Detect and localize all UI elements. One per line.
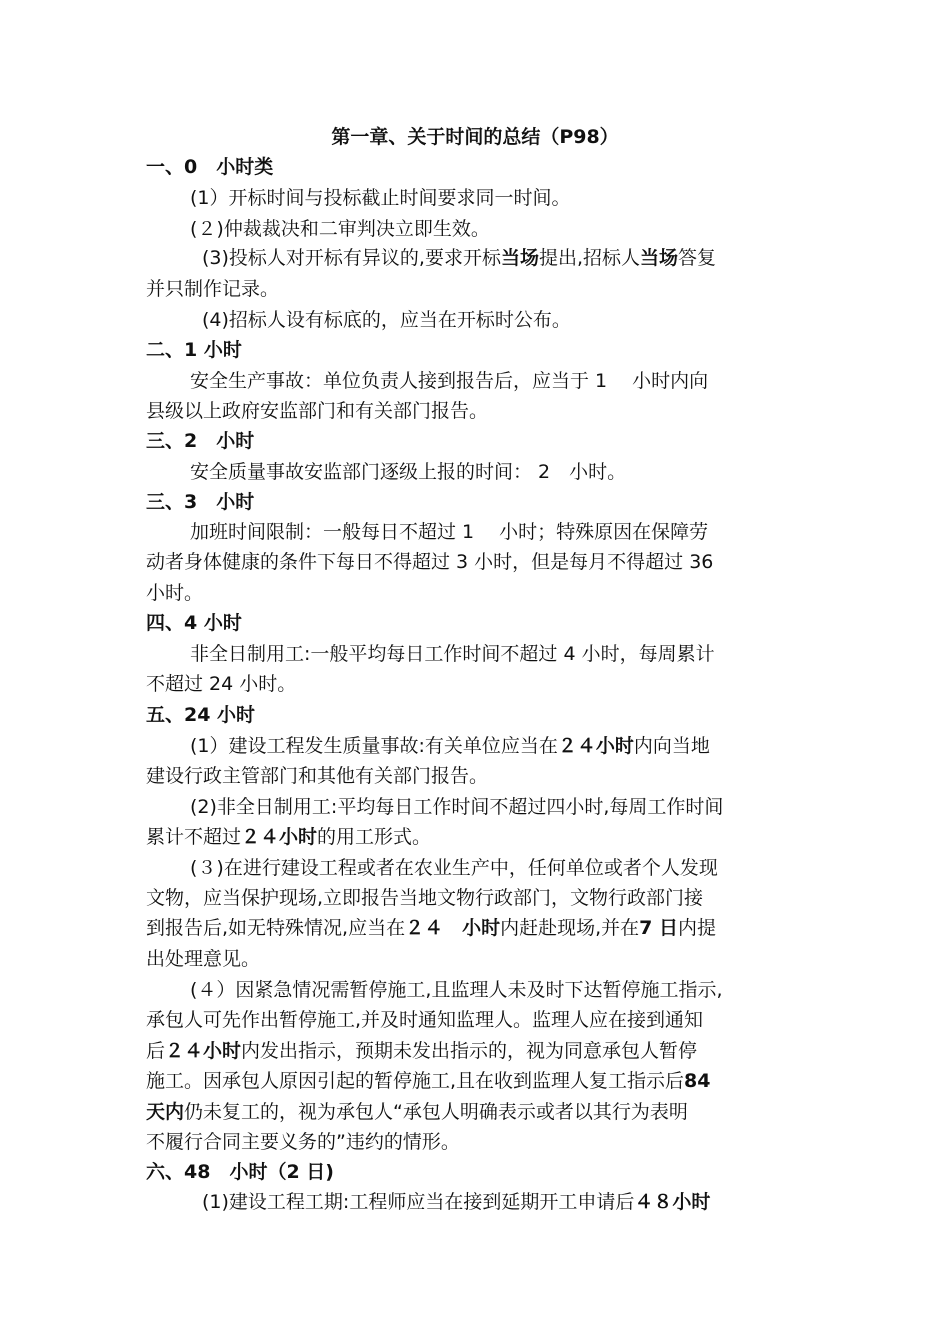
emphasis-text: 当场: [500, 247, 539, 269]
paragraph-line: 县级以上政府安监部门和有关部门报告。: [146, 400, 489, 422]
page-title: 第一章、关于时间的总结（P98）: [331, 126, 619, 148]
paragraph-line: 安全生产事故：单位负责人接到报告后，应当于 1 小时内向: [190, 370, 709, 392]
section-heading-0: 一、0 小时类: [146, 156, 274, 178]
paragraph-line: 安全质量事故安监部门逐级上报的时间： 2 小时。: [190, 461, 627, 483]
section-heading-5: 五、24 小时: [146, 704, 256, 726]
paragraph-line: (２)仲裁裁决和二审判决立即生效。: [190, 218, 490, 240]
paragraph-line: (1）建设工程发生质量事故:有关单位应当在２４小时内向当地: [190, 735, 710, 757]
paragraph-line: (４）因紧急情况需暂停施工,且监理人未及时下达暂停施工指示,: [190, 979, 723, 1001]
emphasis-text: ２４ 小时: [405, 917, 501, 939]
emphasis-text: ２４小时: [557, 735, 634, 757]
paragraph-line: 加班时间限制：一般每日不超过 1 小时；特殊原因在保障劳: [190, 521, 709, 543]
paragraph-line: (1）开标时间与投标截止时间要求同一时间。: [190, 187, 571, 209]
paragraph-line: 承包人可先作出暂停施工,并及时通知监理人。监理人应在接到通知: [146, 1009, 704, 1031]
paragraph-line: 文物，应当保护现场,立即报告当地文物行政部门，文物行政部门接: [146, 887, 704, 909]
paragraph-line: 动者身体健康的条件下每日不得超过 3 小时，但是每月不得超过 36: [146, 551, 714, 573]
emphasis-text: ２４小时: [165, 1040, 242, 1062]
paragraph-line: 累计不超过２４小时的用工形式。: [146, 826, 432, 848]
emphasis-text: ２４小时: [241, 826, 318, 848]
paragraph-line: 小时。: [146, 582, 204, 604]
section-heading-3: 三、3 小时: [146, 491, 255, 513]
paragraph-line: 并只制作记录。: [146, 278, 280, 300]
paragraph-line: 不超过 24 小时。: [146, 673, 297, 695]
paragraph-line: 施工。因承包人原因引起的暂停施工,且在收到监理人复工指示后84: [146, 1070, 711, 1092]
paragraph-line: (4)招标人设有标底的，应当在开标时公布。: [202, 309, 571, 331]
paragraph-line: 建设行政主管部门和其他有关部门报告。: [146, 765, 489, 787]
section-heading-2: 三、2 小时: [146, 430, 255, 452]
paragraph-line: 出处理意见。: [146, 948, 261, 970]
emphasis-text: 84: [684, 1070, 711, 1092]
paragraph-line: 不履行合同主要义务的”违约的情形。: [146, 1131, 460, 1153]
paragraph-line: (2)非全日制用工:平均每日工作时间不超过四小时,每周工作时间: [190, 796, 724, 818]
emphasis-text: 天内: [146, 1101, 185, 1123]
paragraph-line: 天内仍未复工的，视为承包人“承包人明确表示或者以其行为表明: [146, 1101, 688, 1123]
paragraph-line: 非全日制用工:一般平均每日工作时间不超过 4 小时，每周累计: [190, 643, 715, 665]
section-heading-1: 二、1 小时: [146, 339, 242, 361]
emphasis-text: 当场: [640, 247, 679, 269]
paragraph-line: (1)建设工程工期:工程师应当在接到延期开工申请后４８小时: [202, 1191, 711, 1213]
section-heading-4: 四、4 小时: [146, 612, 242, 634]
paragraph-line: 后２４小时内发出指示，预期未发出指示的，视为同意承包人暂停: [146, 1040, 698, 1062]
paragraph-line: 到报告后,如无特殊情况,应当在２４ 小时内赶赴现场,并在7 日内提: [146, 917, 717, 939]
paragraph-line: (3)投标人对开标有异议的,要求开标当场提出,招标人当场答复: [202, 247, 717, 269]
emphasis-text: ４８小时: [634, 1191, 711, 1213]
section-heading-6: 六、48 小时（2 日): [146, 1161, 334, 1183]
emphasis-text: 7 日: [639, 917, 678, 939]
paragraph-line: (３)在进行建设工程或者在农业生产中，任何单位或者个人发现: [190, 857, 718, 879]
